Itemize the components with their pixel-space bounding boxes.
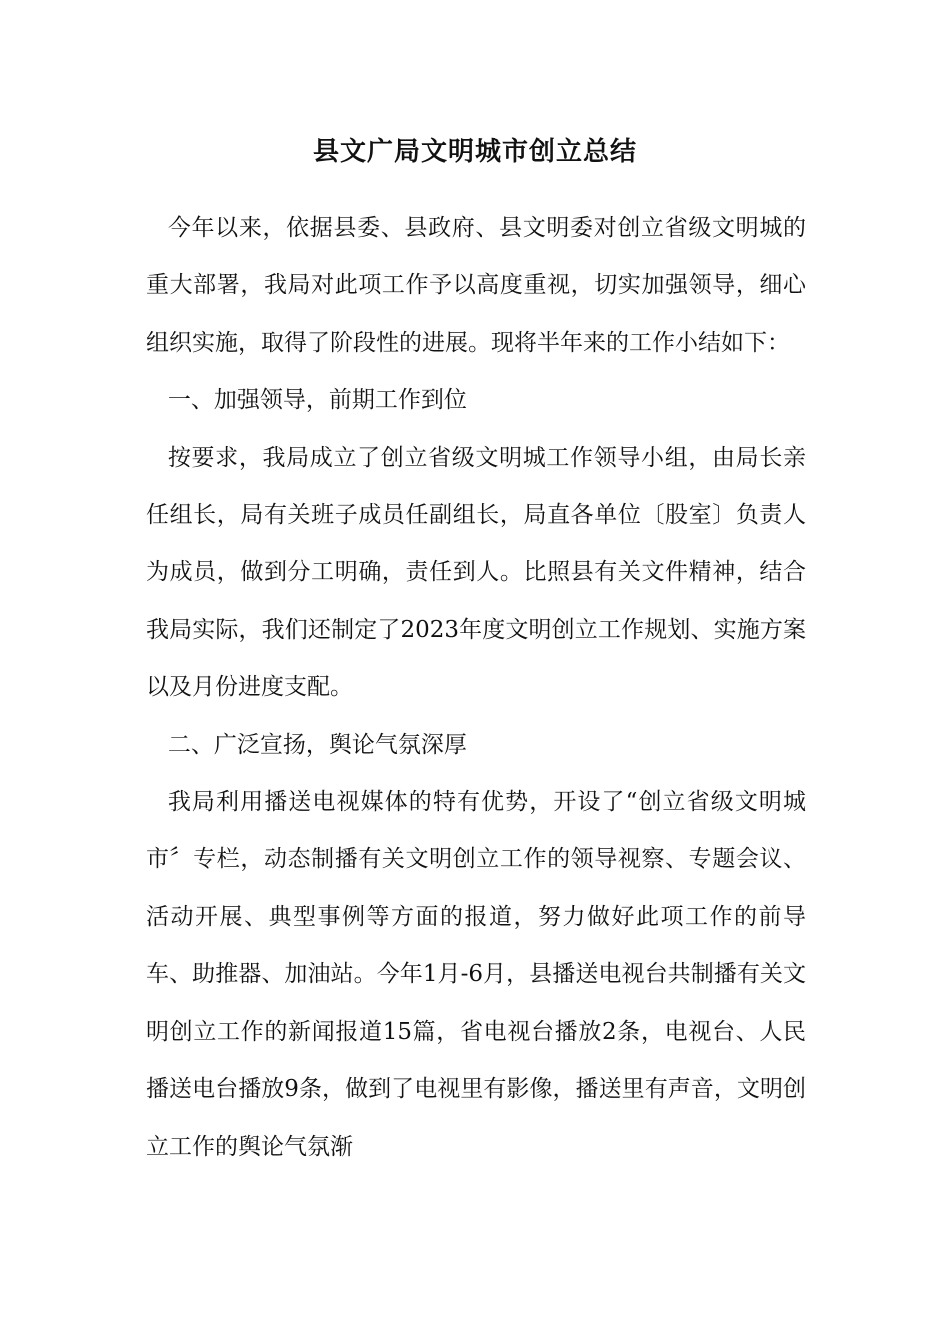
section-heading-1: 一、加强领导，前期工作到位 (167, 387, 467, 414)
section-heading-2: 二、广泛宣扬，舆论气氛深厚 (167, 731, 467, 758)
paragraph-section-2: 我局利用播送电视媒体的特有优势，开设了“创立省级文明城市〞专栏，动态制播有关文明创立工作的领导视察、专题会议、活动开展、典型事例等方面的报道，努力做好此项工作的前导车、助推器、加油站。今年1月-6月，县播送电视台共制播有关文明创立工作的新闻报道15篇，省电视台播放2条，电视台、人民播送电台播放9条，做到了电视里有影像，播送里有声音，文明创立工作的舆论气氛渐 (146, 789, 806, 1160)
document-title: 县文广局文明城市创立总结 (312, 137, 637, 167)
document-body (146, 200, 806, 1176)
paragraph-section-1: 按要求，我局成立了创立省级文明城工作领导小组，由局长亲任组长，局有关班子成员任副组长，局直各单位〔股室〕负责人为成员，做到分工明确，责任到人。比照县有关文件精神，结合我局实际，我们还制定了2023年度文明创立工作规划、实施方案以及月份进度支配。 (146, 444, 806, 701)
paragraph-intro: 今年以来，依据县委、县政府、县文明委对创立省级文明城的重大部署，我局对此项工作予以高度重视，切实加强领导，细心组织实施，取得了阶段性的进展。现将半年来的工作小结如下： (146, 215, 806, 356)
